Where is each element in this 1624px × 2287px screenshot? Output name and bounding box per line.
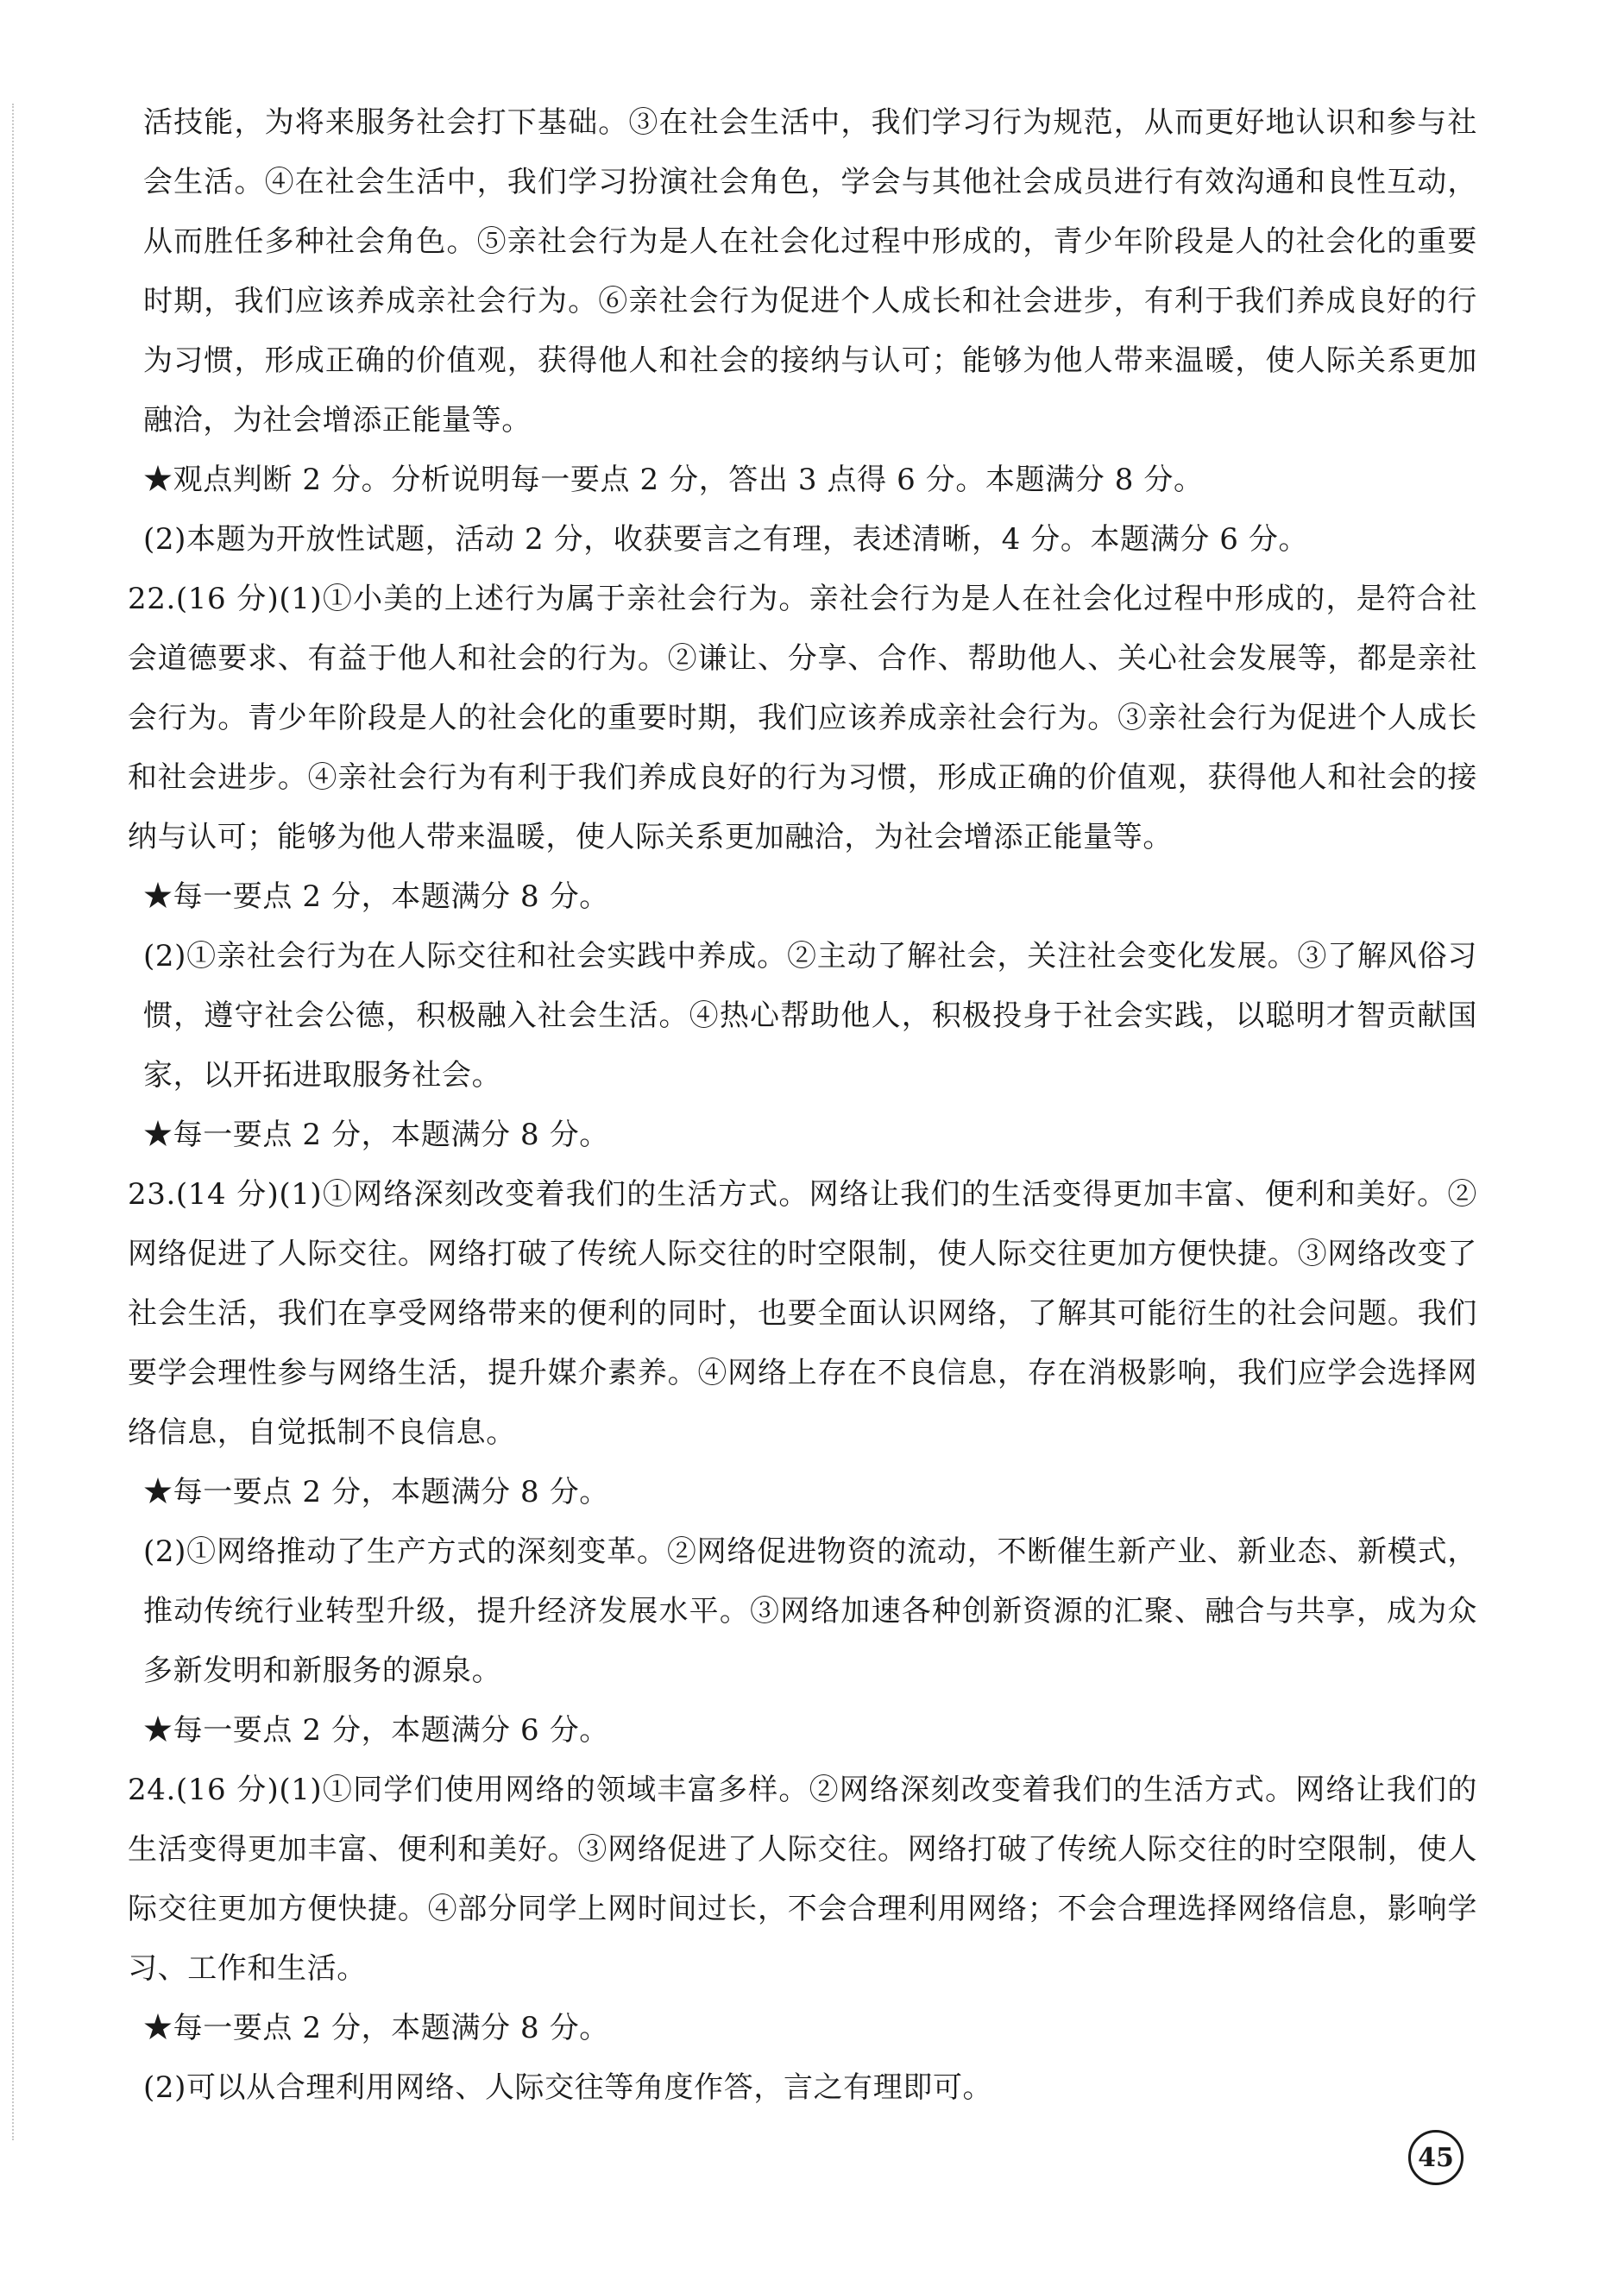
q24-part2-answer: (2)可以从合理利用网络、人际交往等角度作答，言之有理即可。: [143, 2070, 993, 2105]
q21-part1-scoring-note: ★观点判断 2 分。分析说明每一要点 2 分，答出 3 点得 6 分。本题满分 8 分。: [143, 463, 1204, 497]
q22-part1-answer: 22.(16 分)(1)①小美的上述行为属于亲社会行为。亲社会行为是人在社会化过程中形成的，是符合社会道德要求、有益于他人和社会的行为。②谦让、分享、合作、帮助他人、关心社会发展等，都是亲社会行为。青少年阶段是人的社会化的重要时期，我们应该养成亲社会行为。③亲社会行为促进个人成长和社会进步。④亲社会行为有利于我们养成良好的行为习惯，形成正确的价值观，获得他人和社会的接纳与认可；能够为他人带来温暖，使人际关系更加融洽，为社会增添正能量等。: [128, 582, 1477, 854]
q22-part2-scoring-note: ★每一要点 2 分，本题满分 8 分。: [143, 1118, 609, 1152]
q24-part1-answer: 24.(16 分)(1)①同学们使用网络的领域丰富多样。②网络深刻改变着我们的生活方式。网络让我们的生活变得更加丰富、便利和美好。③网络促进了人际交往。网络打破了传统人际交往的时空限制，使人际交往更加方便快捷。④部分同学上网时间过长，不会合理利用网络；不会合理选择网络信息，影响学习、工作和生活。: [128, 1773, 1477, 1986]
margin-rule: [12, 104, 14, 2140]
answer-content: [128, 93, 1477, 2118]
q23-part1-scoring-note: ★每一要点 2 分，本题满分 8 分。: [143, 1475, 609, 1509]
page-number-badge: 45: [1408, 2130, 1463, 2185]
q22-part2-answer: (2)①亲社会行为在人际交往和社会实践中养成。②主动了解社会，关注社会变化发展。③了解风俗习惯，遵守社会公德，积极融入社会生活。④热心帮助他人，积极投身于社会实践，以聪明才智贡献国家，以开拓进取服务社会。: [143, 939, 1477, 1093]
q22-part1-scoring-note: ★每一要点 2 分，本题满分 8 分。: [143, 879, 609, 914]
q21-part2-answer: (2)本题为开放性试题，活动 2 分，收获要言之有理，表述清晰，4 分。本题满分 6 分。: [143, 522, 1309, 557]
q23-part1-answer: 23.(14 分)(1)①网络深刻改变着我们的生活方式。网络让我们的生活变得更加丰富、便利和美好。②网络促进了人际交往。网络打破了传统人际交往的时空限制，使人际交往更加方便快捷。③网络改变了社会生活，我们在享受网络带来的便利的同时，也要全面认识网络，了解其可能衍生的社会问题。我们要学会理性参与网络生活，提升媒介素养。④网络上存在不良信息，存在消极影响，我们应学会选择网络信息，自觉抵制不良信息。: [128, 1177, 1477, 1450]
q24-part1-scoring-note: ★每一要点 2 分，本题满分 8 分。: [143, 2011, 609, 2045]
q23-part2-answer: (2)①网络推动了生产方式的深刻变革。②网络促进物资的流动，不断催生新产业、新业态、新模式，推动传统行业转型升级，提升经济发展水平。③网络加速各种创新资源的汇聚、融合与共享，成为众多新发明和新服务的源泉。: [143, 1534, 1477, 1688]
q23-part2-scoring-note: ★每一要点 2 分，本题满分 6 分。: [143, 1713, 609, 1748]
q21-part1-continued: 活技能，为将来服务社会打下基础。③在社会生活中，我们学习行为规范，从而更好地认识和参与社会生活。④在社会生活中，我们学习扮演社会角色，学会与其他社会成员进行有效沟通和良性互动，从而胜任多种社会角色。⑤亲社会行为是人在社会化过程中形成的，青少年阶段是人的社会化的重要时期，我们应该养成亲社会行为。⑥亲社会行为促进个人成长和社会进步，有利于我们养成良好的行为习惯，形成正确的价值观，获得他人和社会的接纳与认可；能够为他人带来温暖，使人际关系更加融洽，为社会增添正能量等。: [143, 105, 1477, 438]
